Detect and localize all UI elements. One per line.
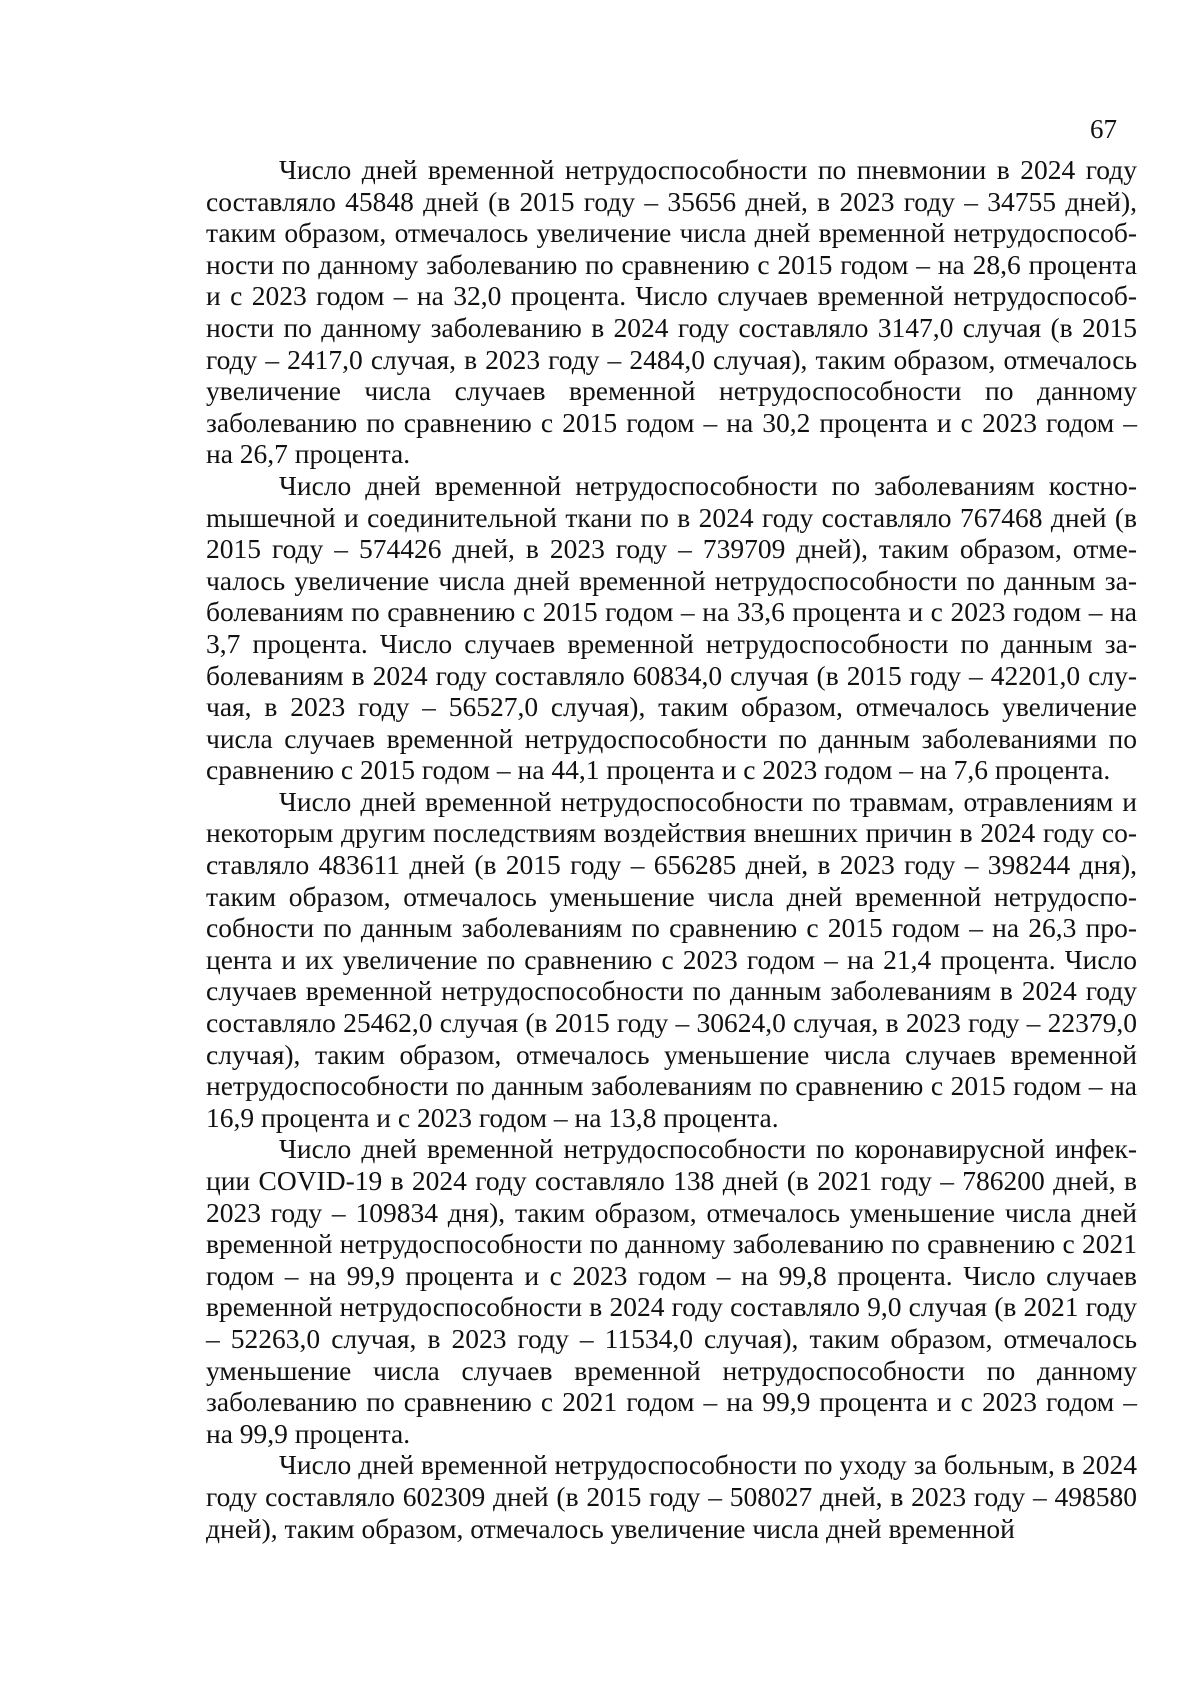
paragraph-musculoskeletal: Число дней временной нетрудоспособности по заболеваниям костноmышечной и соединительной ткани по в 2024 году составляло 767468 дней (в 2015 году – 574426 дней, в 2023 году – 739709 дней), таким образом, отмечалось увеличение числа дней временной нетрудоспособности по данным заболеваниям по сравнению с 2015 годом – на 33,6 процента и с 2023 годом – на 3,7 процента. Число случаев временной нетрудоспособности по данным заболеваниям в 2024 году составляло 60834,0 случая (в 2015 году – 42201,0 случая, в 2023 году – 56527,0 случая), таким образом, отмечалось увеличение числа случаев временной нетрудоспособности по данным заболеваниями по сравнению с 2015 годом – на 44,1 процента и с 2023 годом – на 7,6 процента. [206,469,1137,786]
paragraph-covid19: Число дней временной нетрудоспособности по коронавирусной инфекции COVID-19 в 2024 году составляло 138 дней (в 2021 году – 786200 дней, в 2023 году – 109834 дня), таким образом, отмечалось уменьшение числа дней временной нетрудоспособности по данному заболеванию по сравнению с 2021 годом – на 99,9 процента и с 2023 годом – на 99,8 процента. Число случаев временной нетрудоспособности в 2024 году составляло 9,0 случая (в 2021 году – 52263,0 случая, в 2023 году – 11534,0 случая), таким образом, отмечалось уменьшение числа случаев временной нетрудоспособности по данному заболеванию по сравнению с 2021 годом – на 99,9 процента и с 2023 годом – на 99,9 процента. [206,1133,1137,1449]
document-body [206,154,1137,1544]
paragraph-patient-care: Число дней временной нетрудоспособности по уходу за больным, в 2024 году составляло 602309 дней (в 2015 году – 508027 дней, в 2023 году – 498580 дней), таким образом, отмечалось увеличение числа дней временной [206,1449,1137,1544]
paragraph-pneumonia: Число дней временной нетрудоспособности по пневмонии в 2024 году составляло 45848 дней (в 2015 году – 35656 дней, в 2023 году – 34755 дней), таким образом, отмечалось увеличение числа дней временной нетрудоспособности по данному заболеванию по сравнению с 2015 годом – на 28,6 процента и с 2023 годом – на 32,0 процента. Число случаев временной нетрудоспособности по данному заболеванию в 2024 году составляло 3147,0 случая (в 2015 году – 2417,0 случая, в 2023 году – 2484,0 случая), таким образом, отмечалось увеличение числа случаев временной нетрудоспособности по данному заболеванию по сравнению с 2015 годом – на 30,2 процента и с 2023 годом – на 26,7 процента. [206,154,1137,470]
page-number: 67 [1090,114,1117,144]
paragraph-injuries: Число дней временной нетрудоспособности по травмам, отравлениям и некоторым другим последствиям воздействия внешних причин в 2024 году составляло 483611 дней (в 2015 году – 656285 дней, в 2023 году – 398244 дня), таким образом, отмечалось уменьшение числа дней временной нетрудоспособности по данным заболеваниям по сравнению с 2015 годом – на 26,3 процента и их увеличение по сравнению с 2023 годом – на 21,4 процента. Число случаев временной нетрудоспособности по данным заболеваниям в 2024 году составляло 25462,0 случая (в 2015 году – 30624,0 случая, в 2023 году – 22379,0 случая), таким образом, отмечалось уменьшение числа случаев временной нетрудоспособности по данным заболеваниям по сравнению с 2015 годом – на 16,9 процента и с 2023 годом – на 13,8 процента. [206,785,1137,1133]
